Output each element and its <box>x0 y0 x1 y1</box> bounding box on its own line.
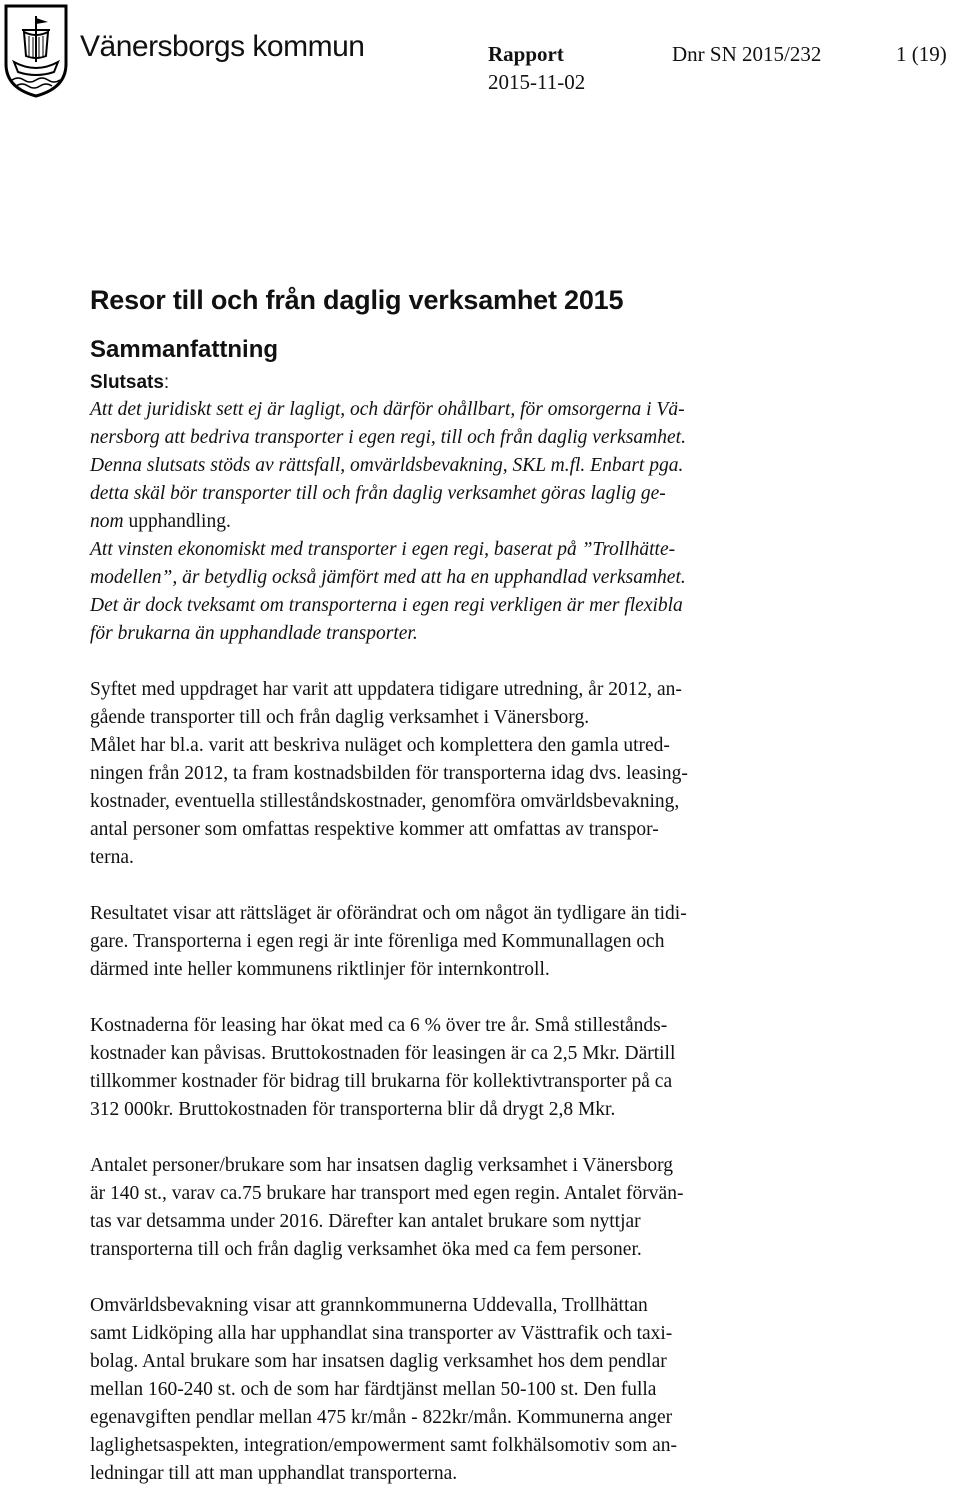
paragraph-costs <box>90 1012 940 1124</box>
sailing-ship-crest-icon <box>2 2 70 98</box>
text-line: laglighetsaspekten, integration/empowerment samt folkhälsomotiv som an- <box>90 1435 678 1456</box>
text-line: Resultatet visar att rättsläget är oförändrat och om något än tydligare än tidi- <box>90 903 687 924</box>
text-line: egenavgiften pendlar mellan 475 kr/mån - 822kr/mån. Kommunerna anger <box>90 1407 673 1428</box>
document-body <box>90 285 940 1488</box>
page-number: 1 (19) <box>896 42 947 66</box>
paragraph-environment-scan <box>90 1292 940 1488</box>
text-line: Målet har bl.a. varit att beskriva nuläget och komplettera den gamla utred- <box>90 735 670 756</box>
document-date: 2015-11-02 <box>488 70 586 94</box>
text-line: modellen”, är betydlig också jämfört med att ha en upphandlad verksamhet. <box>90 567 686 588</box>
section-title: Sammanfattning <box>90 336 279 363</box>
text-line: bolag. Antal brukare som har insatsen daglig verksamhet hos dem pendlar <box>90 1351 667 1372</box>
text-line: mellan 160-240 st. och de som har färdtjänst mellan 50-100 st. Den fulla <box>90 1379 657 1400</box>
text-line: detta skäl bör transporter till och från daglig verksamhet göras laglig ge- <box>90 483 666 504</box>
text-line: Antalet personer/brukare som har insatsen daglig verksamhet i Vänersborg <box>90 1155 674 1176</box>
text-line-italic: nom <box>90 511 124 532</box>
text-line <box>90 508 940 536</box>
text-line: terna. <box>90 847 134 868</box>
document-type: Rapport <box>488 42 564 66</box>
paragraph-purpose <box>90 676 940 872</box>
text-line: antal personer som omfattas respektive kommer att omfattas av transpor- <box>90 819 659 840</box>
conclusion-text <box>90 396 940 648</box>
registration-number: Dnr SN 2015/232 <box>672 42 822 66</box>
text-line: kostnader, eventuella stilleståndskostnader, genomföra omvärldsbevakning, <box>90 791 680 812</box>
conclusion-label-colon: : <box>163 372 170 393</box>
text-line: Omvärldsbevakning visar att grannkommunerna Uddevalla, Trollhättan <box>90 1295 648 1316</box>
text-line: är 140 st., varav ca.75 brukare har transport med egen regin. Antalet förvän- <box>90 1183 684 1204</box>
text-line: 312 000kr. Bruttokostnaden för transporterna blir då drygt 2,8 Mkr. <box>90 1099 616 1120</box>
text-line: transporterna till och från daglig verksamhet öka med ca fem personer. <box>90 1239 642 1260</box>
organization-name: Vänersborgs kommun <box>80 30 365 63</box>
text-line-upright: upphandling. <box>123 511 231 532</box>
text-line: Att det juridiskt sett ej är lagligt, och därför ohållbart, för omsorgerna i Vä- <box>90 399 685 420</box>
municipality-crest <box>2 2 70 98</box>
text-line: ningen från 2012, ta fram kostnadsbilden för transporterna idag dvs. leasing- <box>90 763 688 784</box>
text-line: Denna slutsats stöds av rättsfall, omvärldsbevakning, SKL m.fl. Enbart pga. <box>90 455 684 476</box>
conclusion-label <box>90 372 940 394</box>
conclusion-label-text: Slutsats <box>90 372 164 393</box>
text-line: därmed inte heller kommunens riktlinjer för internkontroll. <box>90 959 550 980</box>
text-line: gare. Transporterna i egen regi är inte förenliga med Kommunallagen och <box>90 931 665 952</box>
text-line: Det är dock tveksamt om transporterna i egen regi verkligen är mer flexibla <box>90 595 683 616</box>
text-line: samt Lidköping alla har upphandlat sina transporter av Västtrafik och taxi- <box>90 1323 673 1344</box>
text-line: för brukarna än upphandlade transporter. <box>90 623 418 644</box>
text-line: kostnader kan påvisas. Bruttokostnaden för leasingen är ca 2,5 Mkr. Därtill <box>90 1043 676 1064</box>
text-line: Att vinsten ekonomiskt med transporter i egen regi, baserat på ”Trollhätte- <box>90 539 676 560</box>
text-line: Kostnaderna för leasing har ökat med ca 6 % över tre år. Små stillestånds- <box>90 1015 668 1036</box>
text-line: tas var detsamma under 2016. Därefter kan antalet brukare som nyttjar <box>90 1211 641 1232</box>
text-line: tillkommer kostnader för bidrag till brukarna för kollektivtransporter på ca <box>90 1071 673 1092</box>
paragraph-result <box>90 900 940 984</box>
text-line: nersborg att bedriva transporter i egen regi, till och från daglig verksamhet. <box>90 427 686 448</box>
text-line: Syftet med uppdraget har varit att uppdatera tidigare utredning, år 2012, an- <box>90 679 682 700</box>
text-line: ledningar till att man upphandlat transporterna. <box>90 1463 458 1484</box>
text-line: gående transporter till och från daglig verksamhet i Vänersborg. <box>90 707 590 728</box>
document-title: Resor till och från daglig verksamhet 2015 <box>90 285 624 315</box>
paragraph-users <box>90 1152 940 1264</box>
